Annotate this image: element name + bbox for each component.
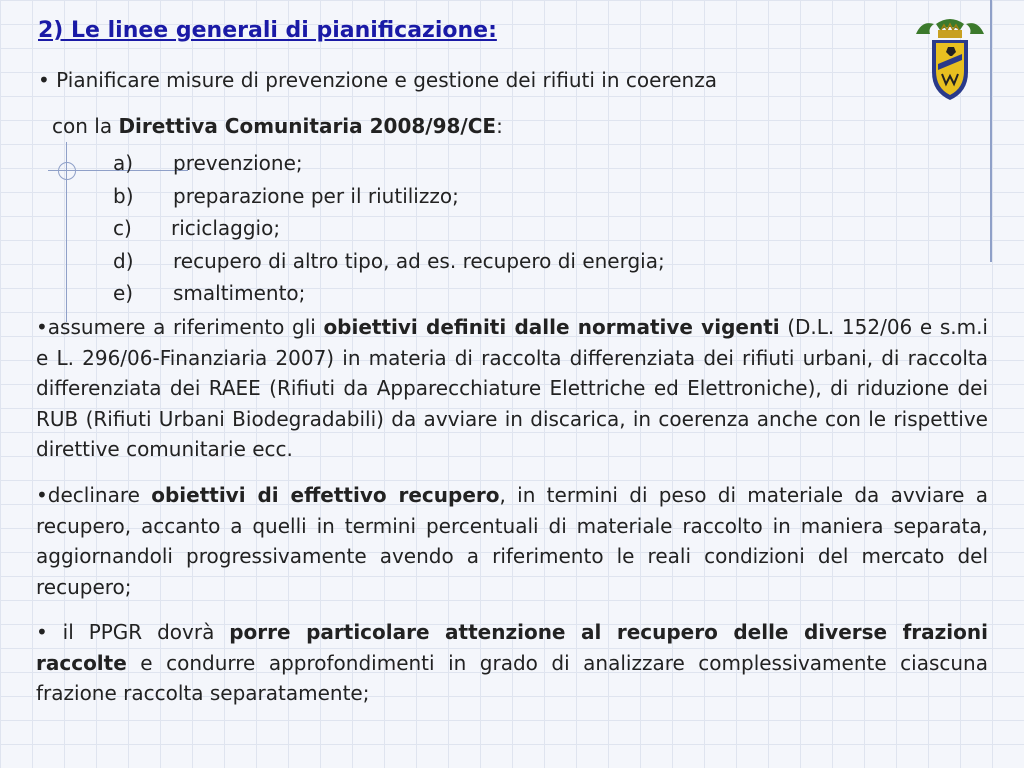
coat-of-arms-icon: [912, 14, 988, 102]
paragraph-ppgr: • il PPGR dovrà porre particolare attenzione al recupero delle diverse frazioni raccolte e condurre approfondimenti in grado di analizzare complessivamente ciascuna frazione raccolta separatamente;: [36, 620, 988, 705]
list-item: d) recupero di altro tipo, ad es. recupero di energia;: [113, 248, 665, 273]
decorative-ring: [58, 162, 76, 180]
paragraph-recovery: •declinare obiettivi di effettivo recupero, in termini di peso di materiale da avviare a recupero, accanto a quelli in termini percentuali di materiale raccolto in maniera separata, aggiornandoli progressivamente avendo a riferimento le reali condizioni del mercato del recupero;: [36, 483, 988, 599]
paragraph-objectives: •assumere a riferimento gli obiettivi definiti dalle normative vigenti (D.L. 152/06 e s.m.i e L. 296/06-Finanziaria 2007) in materia di raccolta differenziata dei rifiuti urbani, di raccolta differenziata dei RAEE (Rifiuti da Apparecchiature Elettriche ed Elettroniche), di riduzione dei RUB (Rifiuti Urbani Biodegradabili) da avviare in discarica, in coerenza anche con le rispettive direttive comunitarie ecc.: [36, 315, 988, 461]
slide-title: 2) Le linee generali di pianificazione:: [38, 18, 497, 43]
intro-bullet: • Pianificare misure di prevenzione e gestione dei rifiuti in coerenza: [38, 68, 717, 92]
list-item: b) preparazione per il riutilizzo;: [113, 183, 459, 208]
intro-directive-line: con la Direttiva Comunitaria 2008/98/CE:: [52, 114, 503, 138]
directive-name: Direttiva Comunitaria 2008/98/CE: [118, 114, 497, 138]
list-item: a) prevenzione;: [113, 151, 303, 175]
decorative-vertical-line-right: [990, 0, 992, 262]
list-item: c) riciclaggio;: [113, 216, 281, 240]
list-item: e) smaltimento;: [113, 281, 306, 305]
waste-hierarchy-list: [113, 150, 665, 313]
